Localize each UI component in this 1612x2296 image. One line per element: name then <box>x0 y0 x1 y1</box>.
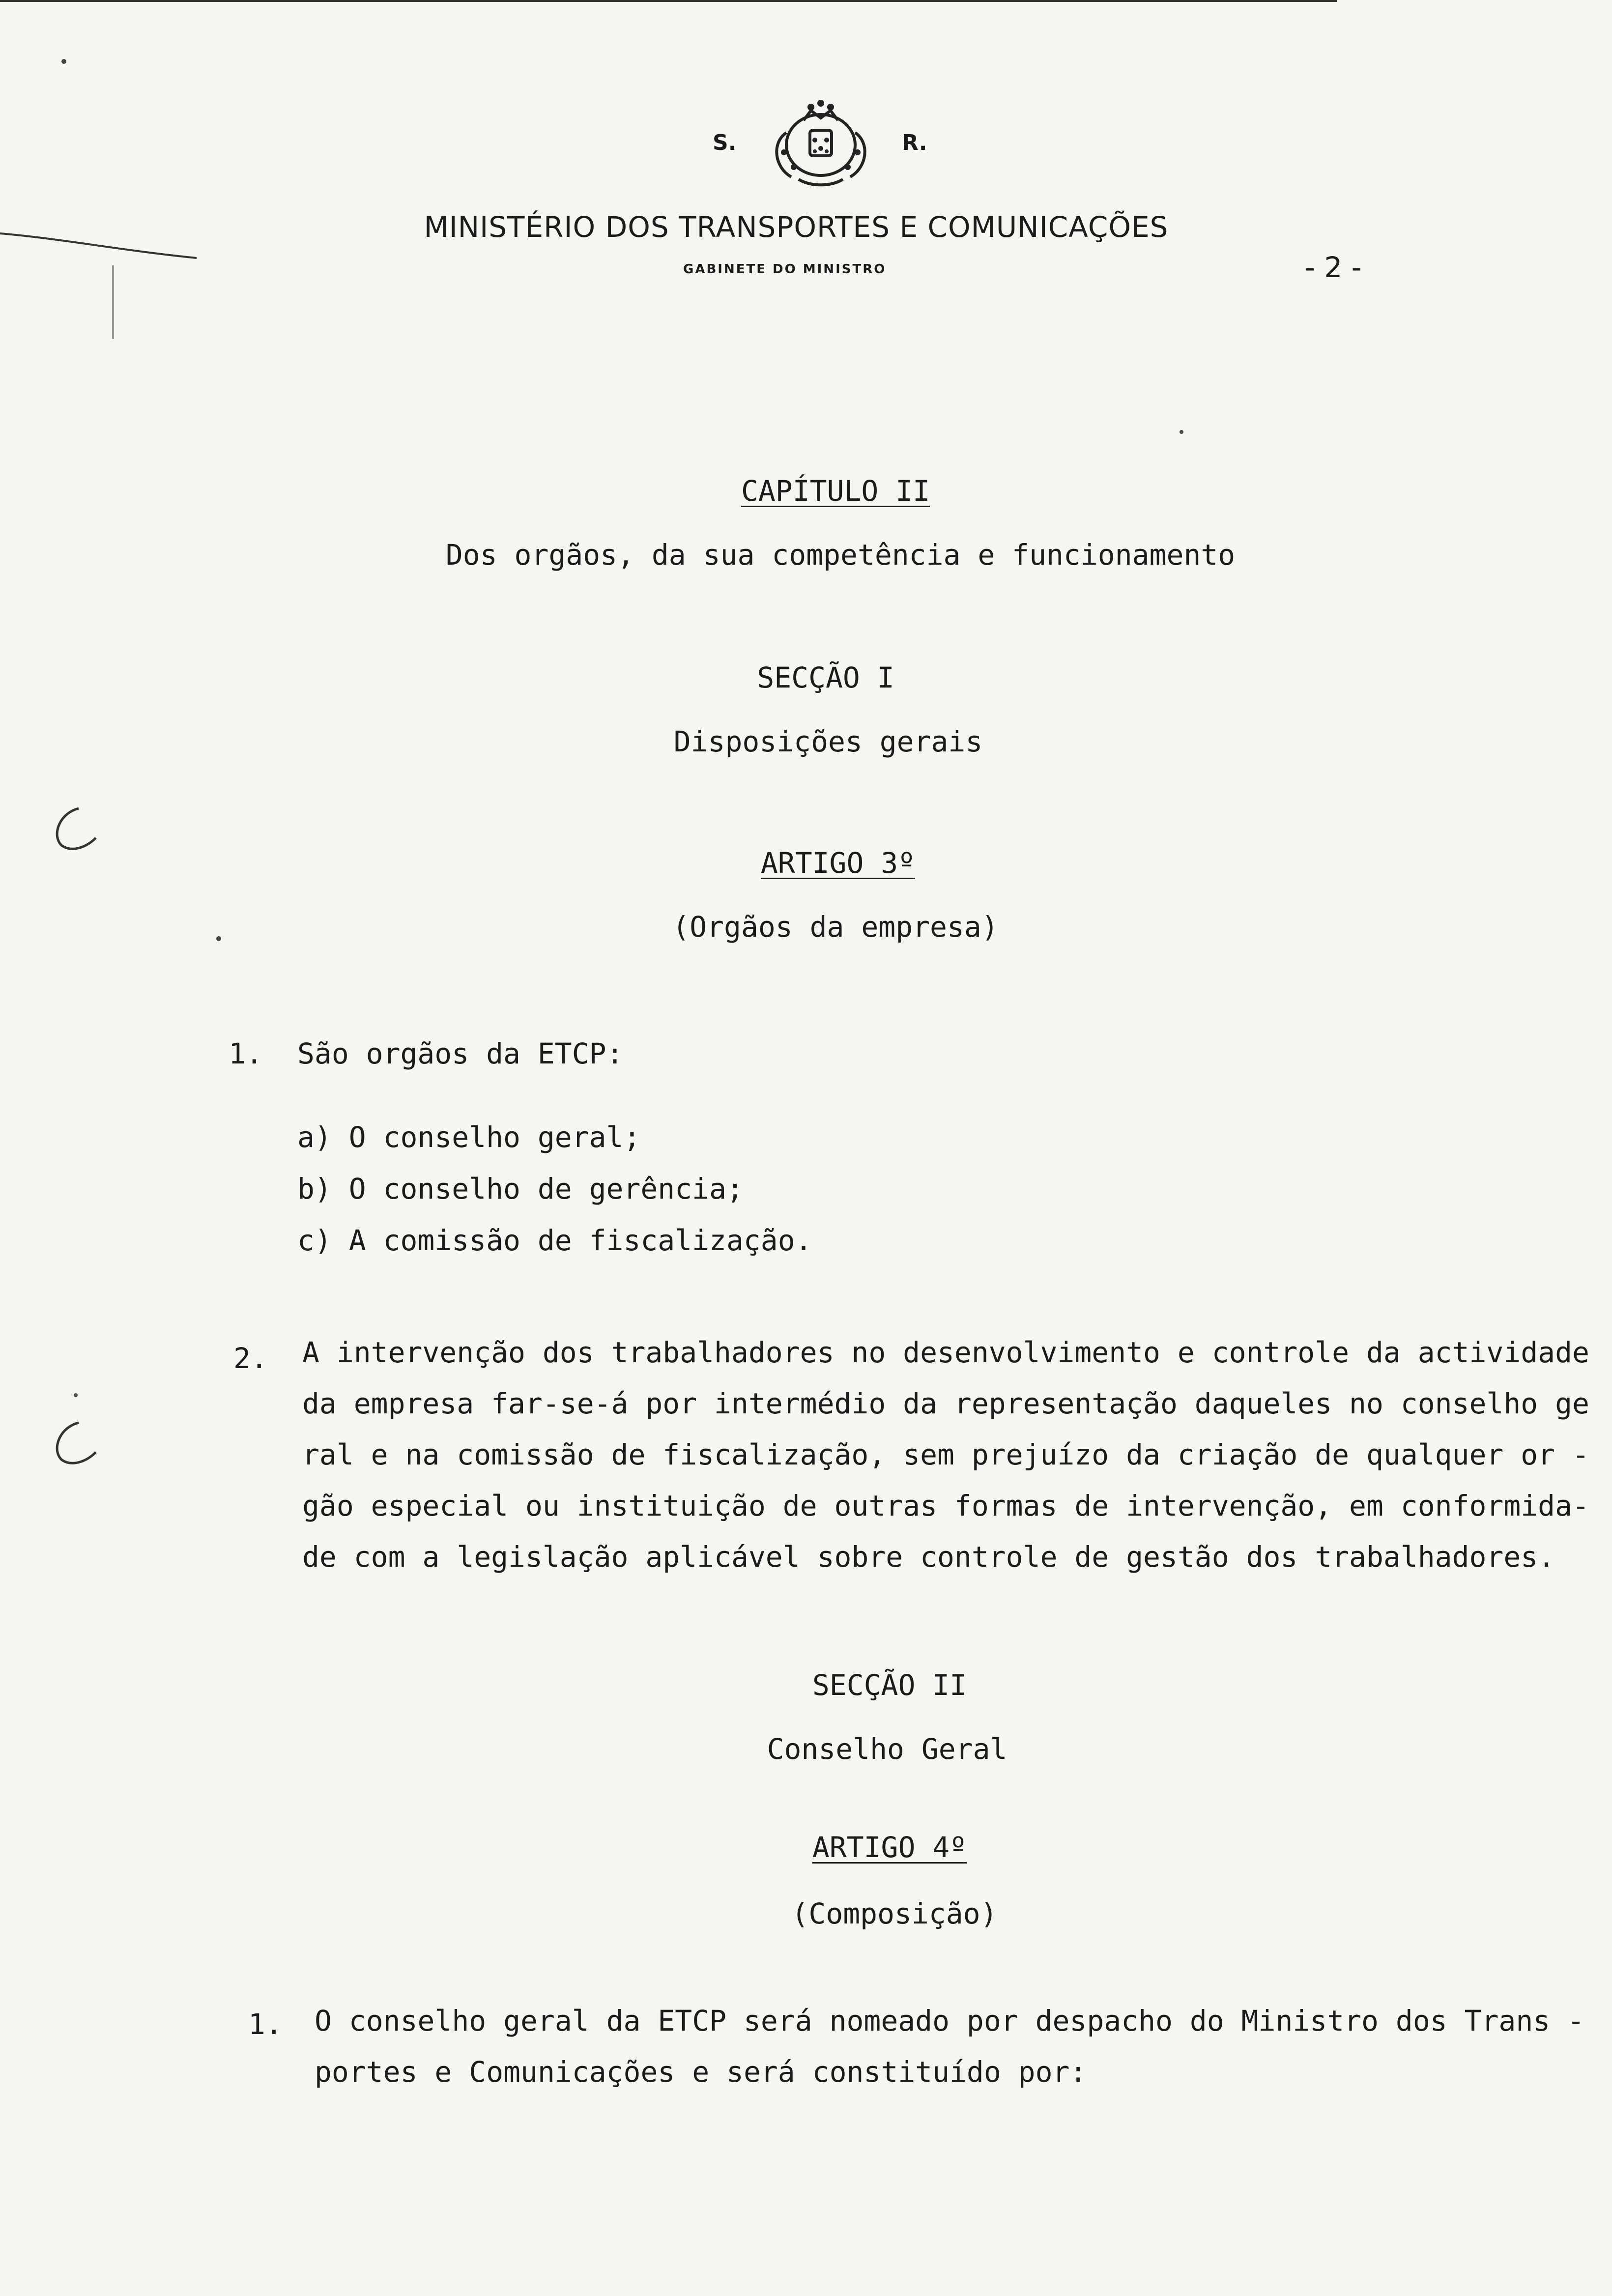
article-3-item-2-paragraph <box>302 1327 1589 1582</box>
paragraph-line: gão especial ou instituição de outras formas de intervenção, em conformida- <box>302 1489 1589 1522</box>
coat-of-arms-icon <box>757 93 885 192</box>
section-2-subtitle: Conselho Geral <box>767 1732 1008 1766</box>
section-2-title: SECÇÃO II <box>812 1668 967 1702</box>
article-3-item-1-text: São orgãos da ETCP: <box>297 1037 624 1070</box>
chapter-subtitle: Dos orgãos, da sua competência e funcionamento <box>445 538 1236 572</box>
page-number: - 2 - <box>1305 251 1362 284</box>
article-3-sub-item-a: a) O conselho geral; <box>297 1120 641 1154</box>
paragraph-line: da empresa far-se-á por intermédio da representação daqueles no conselho ge <box>302 1387 1589 1420</box>
article-3-subtitle: (Orgãos da empresa) <box>672 910 999 944</box>
paragraph-line: ral e na comissão de fiscalização, sem prejuízo da criação de qualquer or - <box>302 1438 1589 1471</box>
emblem-row <box>0 93 1612 192</box>
paragraph-line: portes e Comunicações e será constituído por: <box>315 2055 1087 2089</box>
article-4-item-1-paragraph <box>315 1995 1585 2097</box>
letterhead-s: S. <box>713 130 737 155</box>
paragraph-line: O conselho geral da ETCP será nomeado por despacho do Ministro dos Trans - <box>315 2004 1585 2038</box>
article-3-item-2-number: 2. <box>233 1342 268 1375</box>
speck <box>1180 430 1183 434</box>
section-1-title: SECÇÃO I <box>757 661 894 694</box>
paragraph-line: A intervenção dos trabalhadores no desenvolvimento e controle da actividade <box>302 1336 1589 1369</box>
article-3-item-1-number: 1. <box>229 1037 263 1070</box>
speck <box>74 1393 78 1397</box>
letterhead-r: R. <box>902 130 927 155</box>
article-4-subtitle: (Composição) <box>791 1897 998 1930</box>
section-1-subtitle: Disposições gerais <box>673 725 983 758</box>
ministry-name: MINISTÉRIO DOS TRANSPORTES E COMUNICAÇÕES <box>424 210 1169 244</box>
chapter-title: CAPÍTULO II <box>741 474 930 508</box>
punch-hole-mark-bottom <box>49 1415 103 1469</box>
top-edge-rule <box>0 0 1337 2</box>
article-3-title: ARTIGO 3º <box>760 846 916 880</box>
margin-bar <box>112 265 114 339</box>
article-3-sub-item-c: c) A comissão de fiscalização. <box>297 1224 812 1257</box>
paragraph-line: de com a legislação aplicável sobre controle de gestão dos trabalhadores. <box>302 1540 1555 1574</box>
speck <box>61 59 66 64</box>
article-3-sub-item-b: b) O conselho de gerência; <box>297 1172 744 1205</box>
article-4-item-1-number: 1. <box>248 2008 283 2041</box>
cabinet-name: GABINETE DO MINISTRO <box>683 262 887 277</box>
article-4-title: ARTIGO 4º <box>812 1831 967 1864</box>
